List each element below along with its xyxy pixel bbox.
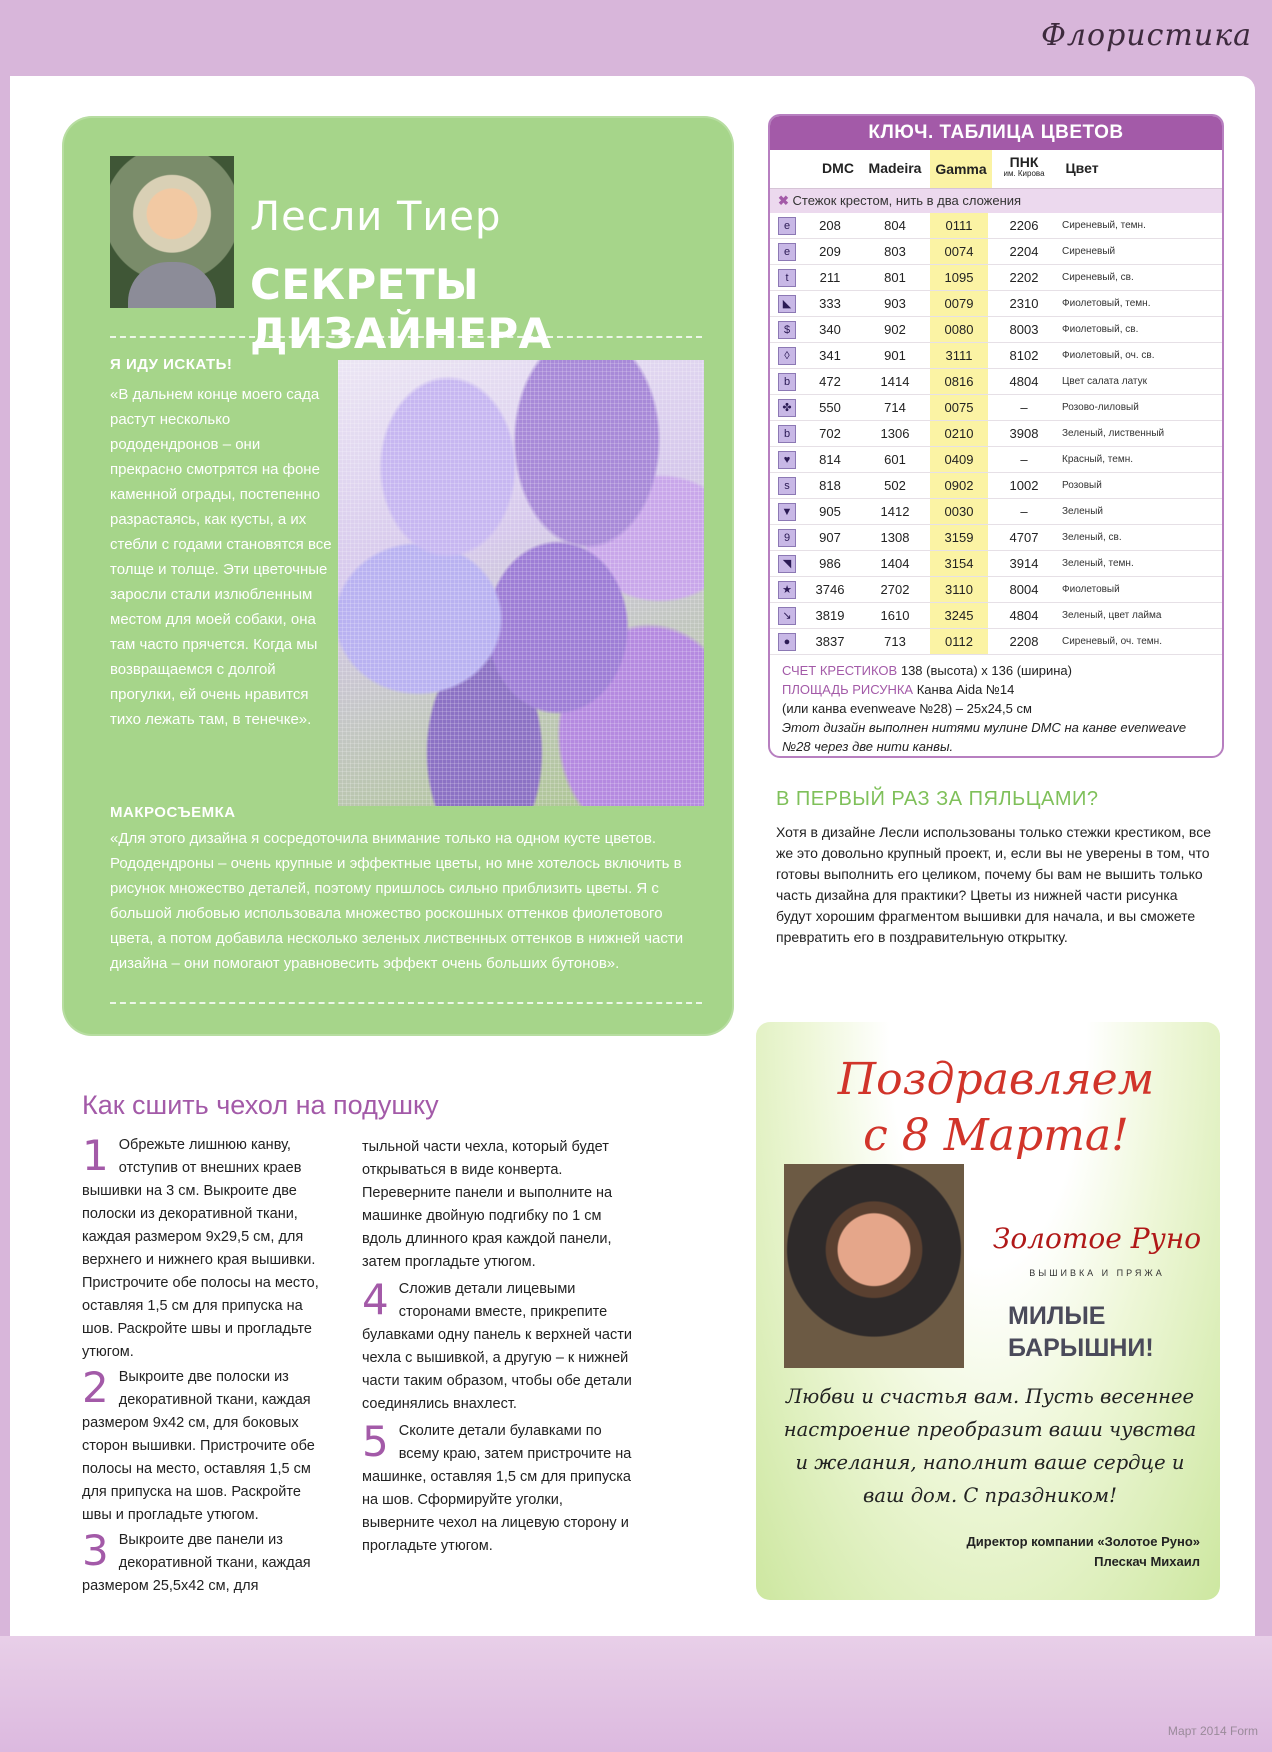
key-row (770, 551, 1222, 577)
cell-pnk: 8102 (1009, 348, 1039, 363)
symbol-icon: ▼ (778, 503, 796, 521)
first-time-text: Хотя в дизайне Лесли использованы только стежки крестиком, все же это довольно крупный проект, и, если вы не уверены в том, что готовы выполнить его целиком, почему бы вам не вышить только часть дизайна для практики? Цветы из нижней части рисунка будут хорошим фрагментом вышивки для начала, и вы сможете превратить его в поздравительную открытку. (776, 824, 1211, 945)
cell-madeira: 804 (884, 218, 906, 233)
header-dmc: DMC (822, 160, 854, 176)
key-row (770, 473, 1222, 499)
first-time-heading: В ПЕРВЫЙ РАЗ ЗА ПЯЛЬЦАМИ? (776, 788, 1099, 810)
cell-dmc: 702 (819, 426, 841, 441)
designer-box (62, 116, 734, 1036)
cell-dmc: 907 (819, 530, 841, 545)
key-row (770, 343, 1222, 369)
cell-gamma: 0210 (930, 421, 988, 446)
pillow-heading: Как сшить чехол на подушку (82, 1090, 439, 1120)
cell-madeira: 502 (884, 478, 906, 493)
cell-pnk: 2310 (1009, 296, 1039, 311)
cell-name: Красный, темн. (1062, 454, 1134, 465)
symbol-icon: ✤ (778, 399, 796, 417)
cell-madeira: 902 (884, 322, 906, 337)
cell-madeira: 601 (884, 452, 906, 467)
cell-dmc: 550 (819, 400, 841, 415)
cell-gamma: 0112 (930, 629, 988, 654)
cell-gamma: 0409 (930, 447, 988, 472)
symbol-icon: b (778, 425, 796, 443)
symbol-icon: ● (778, 633, 796, 651)
cell-madeira: 1306 (880, 426, 910, 441)
ad-body: Любви и счастья вам. Пусть весеннее настроение преобразит ваши чувства и желания, наполнит ваше сердце и ваш дом. С праздником! (783, 1385, 1197, 1507)
cell-name: Фиолетовый, темн. (1062, 298, 1151, 309)
cell-pnk: – (1020, 504, 1028, 519)
cell-pnk: 8004 (1009, 582, 1039, 597)
cell-madeira: 1414 (880, 374, 910, 389)
cell-name: Зеленый, св. (1062, 532, 1122, 543)
cell-gamma: 0030 (930, 499, 988, 524)
cell-pnk: 2208 (1009, 634, 1039, 649)
step-1: 1 Обрежьте лишнюю канву, отступив от внешних краев вышивки на 3 см. Выкроите две полоски из декоративной ткани, каждая размером 9х29,5 см, для верхнего и нижнего края вышивки. Пристрочите обе полосы на место, оставляя 1,5 см для припуска на шов. Раскройте швы и прогладьте утюгом. (82, 1131, 319, 1360)
cross-stitch-preview-image (338, 360, 704, 806)
cell-pnk: 8003 (1009, 322, 1039, 337)
key-header-row (770, 150, 1222, 189)
designer-portrait (110, 156, 234, 308)
cell-dmc: 3819 (815, 608, 845, 623)
cell-madeira: 713 (884, 634, 906, 649)
symbol-icon: ◊ (778, 347, 796, 365)
header-madeira: Madeira (868, 160, 922, 176)
divider (110, 336, 702, 338)
section-tag: Флористика (1041, 18, 1252, 53)
cell-dmc: 472 (819, 374, 841, 389)
symbol-icon: ◥ (778, 555, 796, 573)
cell-madeira: 714 (884, 400, 906, 415)
cell-gamma: 0075 (930, 395, 988, 420)
cell-name: Сиреневый (1062, 246, 1116, 257)
key-row (770, 395, 1222, 421)
symbol-icon: ♥ (778, 451, 796, 469)
cell-dmc: 341 (819, 348, 841, 363)
symbol-icon: 9 (778, 529, 796, 547)
cell-dmc: 3837 (815, 634, 845, 649)
symbol-icon: $ (778, 321, 796, 339)
cell-gamma: 1095 (930, 265, 988, 290)
director-photo (784, 1164, 964, 1368)
cell-gamma: 3159 (930, 525, 988, 550)
header-gamma: Gamma (930, 150, 992, 188)
key-rows (770, 213, 1222, 655)
key-row (770, 629, 1222, 655)
symbol-icon: ★ (778, 581, 796, 599)
symbol-icon: ↘ (778, 607, 796, 625)
cell-gamma: 0079 (930, 291, 988, 316)
key-row (770, 421, 1222, 447)
step-3: 3 Выкроите две панели из декоративной ткани, каждая размером 25,5х42 см, для (82, 1526, 311, 1594)
cell-gamma: 0816 (930, 369, 988, 394)
cell-madeira: 803 (884, 244, 906, 259)
key-row (770, 239, 1222, 265)
symbol-icon: s (778, 477, 796, 495)
greeting-advertisement (756, 1022, 1220, 1600)
cell-name: Зеленый, темн. (1062, 558, 1134, 569)
footer-issue: Март 2014 Form (1167, 1724, 1258, 1738)
cell-name: Розовый (1062, 480, 1102, 491)
symbol-icon: b (778, 373, 796, 391)
stitch-note: ✖ Стежок крестом, нить в два сложения (770, 189, 1222, 213)
key-footer: СЧЕТ КРЕСТИКОВ 138 (высота) х 136 (ширина) ПЛОЩАДЬ РИСУНКА Канва Aida №14 (или канва evenweave №28) – 25х24,5 см Этот дизайн выполнен нитями мулине DMC на канве evenweave №28 через две нити канвы. (782, 663, 1187, 754)
ad-headline: МИЛЫЕ БАРЫШНИ! (1008, 1302, 1154, 1362)
cell-gamma: 3111 (930, 343, 988, 368)
cell-madeira: 1404 (880, 556, 910, 571)
cell-gamma: 3245 (930, 603, 988, 628)
cell-gamma: 0074 (930, 239, 988, 264)
bottom-band (0, 1636, 1272, 1752)
cell-madeira: 801 (884, 270, 906, 285)
key-row (770, 369, 1222, 395)
cell-dmc: 340 (819, 322, 841, 337)
cell-gamma: 0080 (930, 317, 988, 342)
header-color: Цвет (1065, 160, 1099, 176)
cell-gamma: 3110 (930, 577, 988, 602)
symbol-icon: ◣ (778, 295, 796, 313)
cell-pnk: 4804 (1009, 374, 1039, 389)
step-4: 4 Сложив детали лицевыми сторонами вместе, прикрепите булавками одну панель к верхней части чехла с вышивкой, а другую – к нижней части таким образом, чтобы обе детали соединялись внахлест. (362, 1275, 632, 1412)
block2-heading: МАКРОСЪЕМКА (110, 804, 236, 821)
cell-name: Зеленый (1062, 506, 1103, 517)
cell-pnk: 2206 (1009, 218, 1039, 233)
cell-pnk: 2202 (1009, 270, 1039, 285)
cell-dmc: 905 (819, 504, 841, 519)
cell-dmc: 3746 (815, 582, 845, 597)
cell-pnk: 2204 (1009, 244, 1039, 259)
cell-name: Зеленый, цвет лайма (1062, 610, 1162, 621)
cell-pnk: – (1020, 400, 1028, 415)
cell-gamma: 0111 (930, 213, 988, 238)
cell-name: Цвет салата латук (1062, 376, 1147, 387)
cell-madeira: 1412 (880, 504, 910, 519)
key-row (770, 603, 1222, 629)
cell-dmc: 333 (819, 296, 841, 311)
cell-name: Фиолетовый, св. (1062, 324, 1139, 335)
designer-title: СЕКРЕТЫ ДИЗАЙНЕРА (250, 260, 552, 358)
cell-name: Сиреневый, св. (1062, 272, 1134, 283)
cell-name: Розово-лиловый (1062, 402, 1139, 413)
color-key-table (768, 114, 1224, 758)
cell-madeira: 901 (884, 348, 906, 363)
key-row (770, 265, 1222, 291)
ad-script-heading: Поздравляем с 8 Марта! (837, 1054, 1155, 1161)
pillow-column-left (82, 1131, 332, 1598)
symbol-icon: e (778, 217, 796, 235)
cell-dmc: 814 (819, 452, 841, 467)
ad-signature: Директор компании «Золотое Руно» Плескач Михаил (966, 1534, 1200, 1569)
symbol-icon: t (778, 269, 796, 287)
header-pnk: ПНК им. Кирова (1003, 154, 1045, 178)
cell-name: Сиреневый, оч. темн. (1062, 636, 1162, 647)
key-row (770, 291, 1222, 317)
company-logo-subtitle: ВЫШИВКА И ПРЯЖА (1029, 1268, 1165, 1278)
cell-madeira: 1308 (880, 530, 910, 545)
key-row (770, 447, 1222, 473)
key-row (770, 577, 1222, 603)
key-row (770, 499, 1222, 525)
divider (110, 1002, 702, 1004)
symbol-icon: e (778, 243, 796, 261)
cell-name: Фиолетовый, оч. св. (1062, 350, 1155, 361)
cell-madeira: 903 (884, 296, 906, 311)
cell-name: Зеленый, лиственный (1062, 428, 1165, 439)
cell-dmc: 986 (819, 556, 841, 571)
step-3-continued: тыльной части чехла, который будет открываться в виде конверта. Переверните панели и выполните на машинке двойную подгибку по 1 см вдоль длинного края каждой панели, затем прогладьте утюгом. (362, 1139, 613, 1270)
cell-pnk: – (1020, 452, 1028, 467)
cell-pnk: 3914 (1009, 556, 1039, 571)
cell-name: Фиолетовый (1062, 584, 1120, 595)
cell-dmc: 208 (819, 218, 841, 233)
key-row (770, 317, 1222, 343)
company-logo: Золотое Руно (992, 1222, 1202, 1255)
cell-pnk: 1002 (1009, 478, 1039, 493)
cell-madeira: 1610 (880, 608, 910, 623)
cell-dmc: 209 (819, 244, 841, 259)
step-2: 2 Выкроите две полоски из декоративной ткани, каждая размером 9х42 см, для боковых сторон вышивки. Пристрочите обе полосы на место, оставляя 1,5 см для припуска на шов. Раскройте швы и прогладьте утюгом. (82, 1363, 315, 1523)
pillow-column-right (362, 1136, 632, 1558)
cell-gamma: 3154 (930, 551, 988, 576)
cell-pnk: 3908 (1009, 426, 1039, 441)
block1-heading: Я ИДУ ИСКАТЬ! (110, 356, 233, 373)
cell-dmc: 818 (819, 478, 841, 493)
cell-dmc: 211 (819, 270, 841, 285)
key-row (770, 213, 1222, 239)
block1-text: «В дальнем конце моего сада растут несколько рододендронов – они прекрасно смотрятся на фоне каменной ограды, постепенно разрастаясь, как кусты, а их стебли с годами становятся все толще и толще. Эти цветочные заросли стали излюбленным местом для моей собаки, она там часто прячется. Когда мы возвращаемся с долгой прогулки, ей очень нравится тихо лежать там, в тенечке». (110, 386, 332, 728)
cell-name: Сиреневый, темн. (1062, 220, 1146, 231)
block2-text: «Для этого дизайна я сосредоточила внимание только на одном кусте цветов. Рододендроны – очень крупные и эффектные цветы, но мне хотелось включить в рисунок множество деталей, поэтому пришлось сильно приблизить цветы. Я с большой любовью использовала множество роскошных оттенков фиолетового цвета, а потом добавила несколько зеленых лиственных оттенков в нижней части дизайна – они помогают уравновесить эффект очень больших бутонов». (110, 830, 684, 972)
cell-gamma: 0902 (930, 473, 988, 498)
designer-name: Лесли Тиер (250, 194, 502, 240)
key-row (770, 525, 1222, 551)
cell-pnk: 4707 (1009, 530, 1039, 545)
cell-pnk: 4804 (1009, 608, 1039, 623)
cell-madeira: 2702 (880, 582, 910, 597)
key-title: КЛЮЧ. ТАБЛИЦА ЦВЕТОВ (770, 116, 1222, 150)
step-5: 5 Сколите детали булавками по всему краю, затем пристрочите на машинке, оставляя 1,5 см для припуска на шов. Сформируйте уголки, выверните чехол на лицевую сторону и прогладьте утюгом. (362, 1417, 632, 1554)
